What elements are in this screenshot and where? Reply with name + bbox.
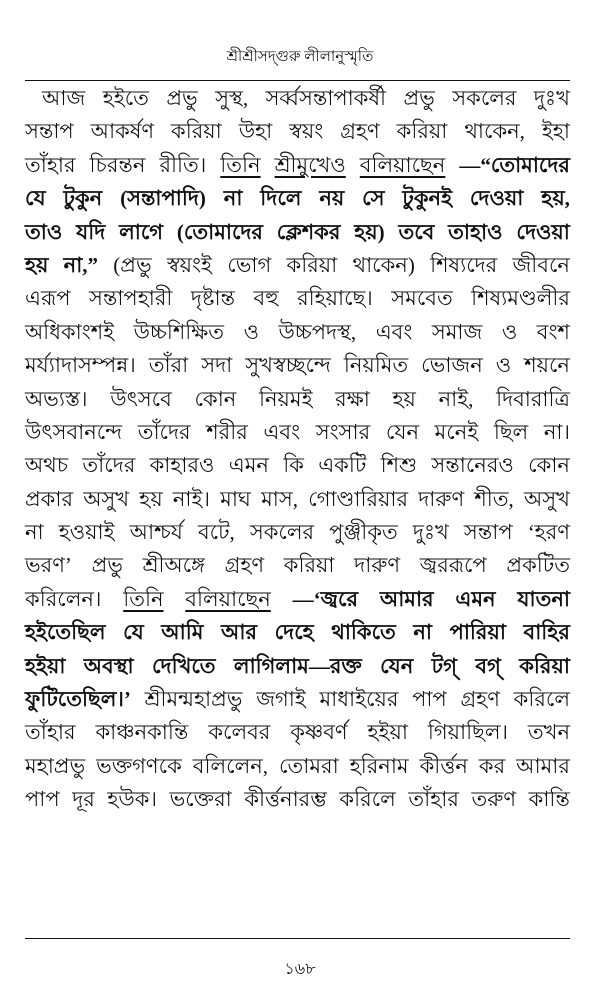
bold-word: হয়) — [354, 219, 385, 244]
word: যেন — [385, 419, 419, 444]
bold-word: তবে — [398, 219, 435, 244]
word: থাকেন, — [464, 119, 525, 144]
word: তাঁহার — [25, 720, 76, 745]
word: উচ্চপদস্থ, — [278, 319, 357, 344]
word: এমন — [228, 453, 269, 478]
text-line — [25, 249, 570, 282]
word: হওয়াই — [58, 520, 115, 545]
text-line — [25, 349, 570, 382]
word: করিয়া — [171, 119, 222, 144]
word: সদা — [201, 353, 233, 378]
word: হইতে — [102, 86, 149, 110]
word: কীর্ত্তনারম্ভ — [244, 787, 327, 812]
word: মহাপ্রভু — [25, 753, 86, 778]
word: গ্রহণ — [224, 553, 265, 578]
word: বটে, — [197, 520, 235, 545]
word: বংশ — [536, 319, 570, 344]
word: গোণ্ডারিয়ার — [308, 486, 409, 511]
bold-word: না,” — [63, 252, 99, 277]
word: শ্রীঅঙ্গে — [142, 553, 205, 578]
running-head: শ্রীশ্রীসদ্গুরু লীলানুস্মৃতি — [226, 49, 374, 65]
word: উহা — [238, 119, 273, 144]
word: সর্ব্বসন্তাপাকর্ষী — [265, 86, 387, 110]
word: প্রভু — [166, 86, 198, 110]
bold-word: দেখিতে — [152, 653, 216, 678]
word: মাধাইয়ের — [319, 687, 399, 712]
word: অধিকাংশই — [25, 319, 115, 344]
bold-word: ক্লেশকর — [276, 219, 341, 244]
word: ‘হরণ — [527, 520, 570, 545]
bold-word: টগ্ — [431, 653, 457, 678]
word: ভোগ — [227, 252, 272, 277]
text-line — [25, 750, 570, 783]
word: করিয়া — [286, 252, 338, 277]
word: প্রকটিত — [506, 553, 570, 578]
word: নিয়মই — [259, 386, 313, 411]
text-line — [25, 416, 570, 449]
bold-word: যেন — [380, 653, 414, 678]
word: দুঃখ — [412, 520, 449, 545]
word: করিলে — [339, 787, 396, 812]
word: সমাজ — [431, 319, 483, 344]
word: জগাই — [256, 687, 306, 712]
word: দারুণ — [418, 486, 465, 511]
word: ও — [243, 319, 260, 344]
word: সন্তানেরও — [431, 453, 514, 478]
word: অসুখ — [524, 486, 570, 511]
word: সন্তাপ — [463, 520, 513, 545]
bold-word: ফুটিতেছিল।’ — [25, 687, 131, 712]
bold-word: দেহে — [274, 620, 314, 645]
word: রীতি। — [159, 152, 207, 177]
word: উচ্চশিক্ষিত — [133, 319, 225, 344]
word: না। — [543, 419, 570, 444]
word: পাপ — [412, 687, 447, 712]
word: থাকেন) — [352, 252, 415, 277]
word: শীত, — [474, 486, 514, 511]
bold-word: না — [413, 620, 433, 645]
text-line — [25, 783, 570, 816]
word: মনেই — [434, 419, 479, 444]
word: নাই। — [172, 486, 210, 511]
bold-word: হয় — [25, 252, 49, 277]
word: ভক্তগণকে — [96, 753, 182, 778]
word: শিষ্যমণ্ডলীর — [471, 286, 570, 311]
word: কান্তি — [528, 787, 570, 812]
bold-word: দেওয়া — [469, 186, 524, 211]
word: কাহারও — [149, 453, 215, 478]
bold-word: না — [223, 186, 243, 211]
word: এবং — [375, 319, 413, 344]
word: সংসার — [315, 419, 371, 444]
word: না — [25, 520, 44, 545]
word: উৎসবে — [110, 386, 172, 411]
header-rule — [25, 80, 570, 81]
word: গ্রহণ — [340, 119, 380, 144]
bold-word: টুকুনই — [402, 186, 453, 211]
bold-word: টুকুন — [63, 186, 103, 211]
text-line — [25, 216, 570, 249]
bold-word: থাকিতে — [331, 620, 396, 645]
word: তখন — [527, 720, 570, 745]
word: ও — [501, 319, 518, 344]
underlined-word: তিনি — [123, 586, 164, 611]
word: সন্তাপ — [25, 119, 74, 144]
word: সুখস্বচ্ছন্দে — [245, 353, 331, 378]
word: তাঁরা — [148, 353, 189, 378]
bold-word: এমন — [455, 586, 496, 611]
bold-word: হইতেছিল — [25, 620, 106, 645]
word: কি — [283, 453, 304, 478]
bold-word: যে — [25, 186, 46, 211]
word: একটি — [318, 453, 367, 478]
word: আজ — [42, 86, 86, 110]
word: আকর্ষণ — [90, 119, 155, 144]
bold-word: আর — [221, 620, 258, 645]
word: বলিলেন, — [192, 753, 268, 778]
word: নাই, — [438, 386, 474, 411]
bold-word: যে — [123, 620, 144, 645]
text-line — [25, 616, 570, 649]
bold-word: লাগিলাম—রক্ত — [233, 653, 362, 678]
footer-rule — [25, 938, 570, 939]
word: এবং — [263, 419, 301, 444]
text-line — [25, 149, 570, 182]
word: কর — [478, 753, 506, 778]
bold-word: —‘জ্বরে — [292, 586, 359, 611]
word: তাঁহার — [408, 787, 459, 812]
text-line — [25, 449, 570, 482]
word: রক্ষা — [335, 386, 370, 411]
word: কলেবর — [208, 720, 271, 745]
word: (প্রভু — [113, 252, 152, 277]
bold-word: নয় — [319, 186, 345, 211]
word: দুঃখ — [533, 86, 570, 110]
word: দিবারাত্রি — [496, 386, 570, 411]
word: আমার — [516, 753, 570, 778]
underlined-word: বলিয়াছেন — [359, 152, 446, 177]
text-line — [25, 115, 570, 148]
text-line — [25, 583, 570, 616]
body-text — [25, 82, 570, 817]
word: ভরণ’ — [25, 553, 72, 578]
word: তাঁদের — [82, 453, 136, 478]
word: সমবেত — [391, 286, 453, 311]
word: তোমরা — [279, 753, 339, 778]
word: অথচ — [25, 453, 69, 478]
text-line — [25, 182, 570, 215]
bold-word: (সন্তাপাদি) — [120, 186, 206, 211]
word: হয় — [392, 386, 416, 411]
word: করিলে — [513, 687, 570, 712]
word: আশ্চর্য — [129, 520, 183, 545]
bold-word: যাতনা — [517, 586, 570, 611]
word: স্বয়ংই — [166, 252, 212, 277]
word: স্বয়ং — [289, 119, 324, 144]
bold-word: সে — [362, 186, 385, 211]
bold-word: বাহির — [523, 620, 570, 645]
bold-word: আমার — [379, 586, 434, 611]
bold-word: দেওয়া — [516, 219, 570, 244]
underlined-word: তিনি — [220, 152, 261, 177]
bold-word: বগ্ — [475, 653, 501, 678]
text-line — [25, 683, 570, 716]
word: হরিনাম — [349, 753, 409, 778]
word: উৎসবানন্দে — [25, 419, 123, 444]
word: বহু — [253, 286, 279, 311]
word: প্রভু — [91, 553, 123, 578]
text-line — [25, 483, 570, 516]
word: প্রকার — [25, 486, 74, 511]
word: ইহা — [541, 119, 570, 144]
word: দূর — [72, 787, 95, 812]
bold-word: পারিয়া — [449, 620, 506, 645]
word: সুস্থ, — [215, 86, 249, 110]
word: নিয়মিত — [343, 353, 409, 378]
word: শরীর — [206, 419, 248, 444]
word: কীর্ত্তন — [419, 753, 468, 778]
word: হইয়া — [367, 720, 408, 745]
word: চিরন্তন — [89, 152, 146, 177]
underlined-word: বলিয়াছেন — [185, 586, 271, 611]
word: ভক্তেরা — [169, 787, 232, 812]
word: তাঁদের — [137, 419, 191, 444]
text-line — [25, 383, 570, 416]
word: সকলের — [249, 520, 315, 545]
word: সন্তাপহারী — [89, 286, 173, 311]
bold-word: করিয়া — [519, 653, 570, 678]
text-line — [25, 549, 570, 582]
word: মাঘ — [220, 486, 251, 511]
word: তরুণ — [471, 787, 517, 812]
word: হউক। — [107, 787, 157, 812]
bold-word: —“তোমাদের — [459, 152, 570, 177]
word: গ্রহণ — [460, 687, 500, 712]
word: জীবনে — [512, 252, 570, 277]
underlined-word: শ্রীমুখেও — [274, 152, 346, 177]
word: শয়নে — [524, 353, 570, 378]
word: দৃষ্টান্ত — [190, 286, 236, 311]
word: রহিয়াছে। — [297, 286, 373, 311]
bold-word: আমি — [161, 620, 204, 645]
word: করিয়া — [283, 553, 335, 578]
word: শিশু — [380, 453, 418, 478]
text-line — [25, 282, 570, 315]
word: কাঞ্চনকান্তি — [95, 720, 189, 745]
word: করিয়া — [396, 119, 448, 144]
text-line — [25, 650, 570, 683]
page-number: ১৬৮ — [284, 961, 316, 978]
word: ভোজন — [421, 353, 483, 378]
bold-word: অবস্থা — [83, 653, 134, 678]
word: মর্য্যাদাসম্পন্ন। — [25, 353, 136, 378]
word: প্রভু — [403, 86, 435, 110]
text-line — [25, 516, 570, 549]
word: ছিল — [493, 419, 529, 444]
text-line — [25, 716, 570, 749]
word: কৃষ্ণবর্ণ — [290, 720, 348, 745]
word: কোন — [194, 386, 237, 411]
bold-word: তাহাও — [448, 219, 503, 244]
word: জ্বররূপে — [419, 553, 487, 578]
word: পাপ — [25, 787, 60, 812]
word: শ্রীমন্মহাপ্রভু — [144, 687, 243, 712]
word: হয় — [139, 486, 163, 511]
text-line — [25, 82, 570, 115]
word: দারুণ — [354, 553, 401, 578]
bold-word: হইয়া — [25, 653, 66, 678]
text-line — [25, 316, 570, 349]
word: মাস, — [261, 486, 298, 511]
bold-word: লাগে — [119, 219, 164, 244]
word: গিয়াছিল। — [427, 720, 508, 745]
bold-word: যদি — [76, 219, 106, 244]
word: অভ্যস্ত। — [25, 386, 88, 411]
bold-word: হয়, — [541, 186, 570, 211]
word: ও — [495, 353, 512, 378]
word: এরূপ — [25, 286, 71, 311]
word: পুঞ্জীকৃত — [329, 520, 398, 545]
word: সকলের — [452, 86, 517, 110]
word: কোন — [528, 453, 570, 478]
bold-word: (তোমাদের — [176, 219, 263, 244]
word: শিষ্যদের — [430, 252, 498, 277]
bold-word: দিলে — [260, 186, 302, 211]
word: অসুখ — [83, 486, 130, 511]
word: করিলেন। — [25, 586, 102, 611]
word: তাঁহার — [25, 152, 76, 177]
bold-word: তাও — [25, 219, 63, 244]
